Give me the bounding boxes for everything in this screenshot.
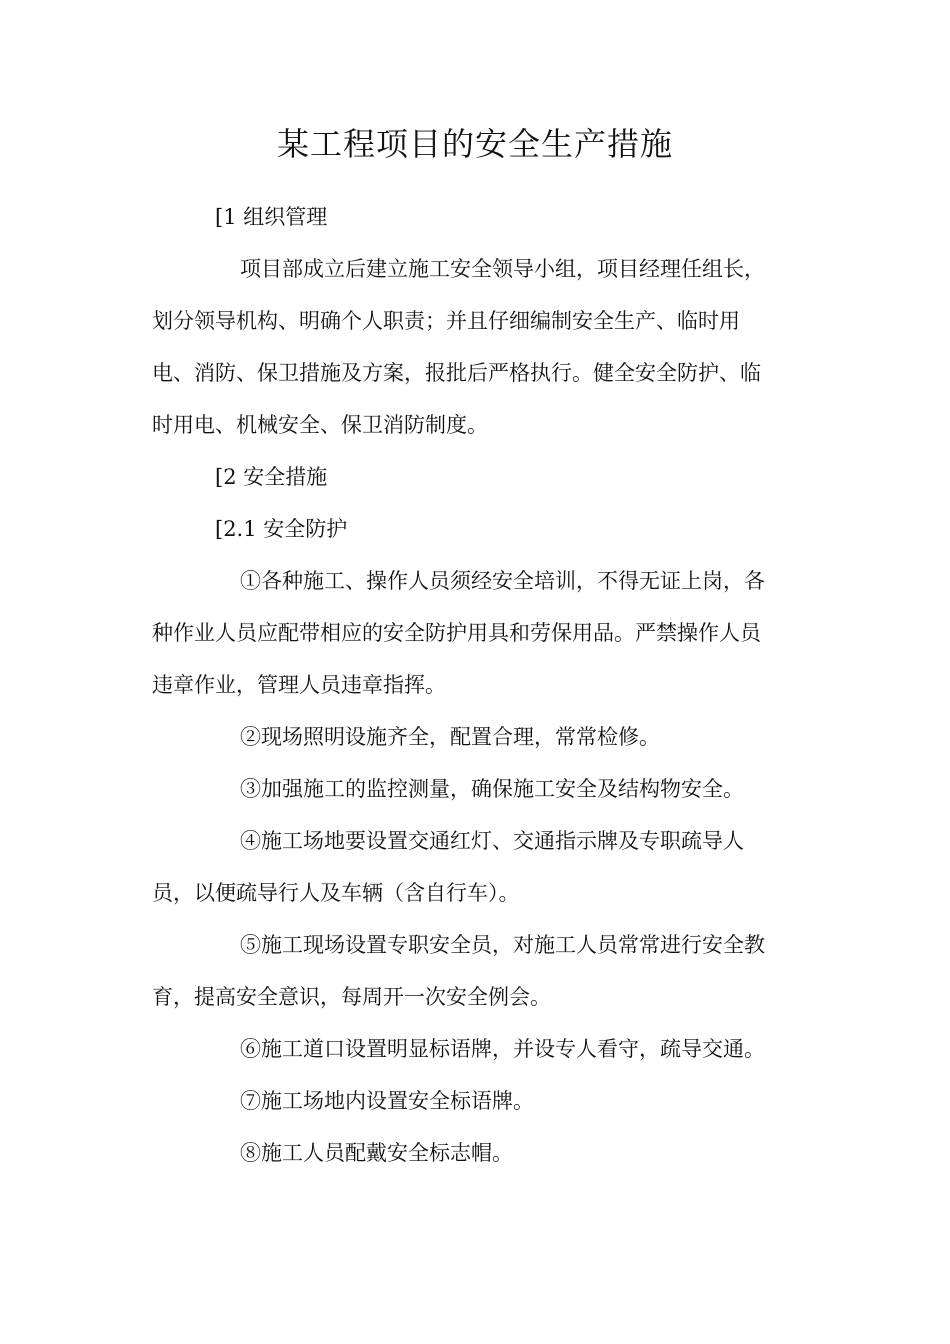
- paragraph-line: 电、消防、保卫措施及方案，报批后严格执行。健全安全防护、临: [152, 361, 761, 385]
- paragraph-line: 种作业人员应配带相应的安全防护用具和劳保用品。严禁操作人员: [152, 621, 761, 645]
- paragraph-line: ⑦施工场地内设置安全标语牌。: [240, 1089, 534, 1113]
- section-1-paragraph: [152, 243, 802, 451]
- paragraph-line: 员，以便疏导行人及车辆（含自行车）。: [152, 881, 520, 905]
- paragraph-line: ②现场照明设施齐全，配置合理，常常检修。: [240, 725, 660, 749]
- section-heading-2-1: [2.1 安全防护: [215, 517, 348, 541]
- list-item-8: [152, 1127, 802, 1179]
- paragraph-line: ③加强施工的监控测量，确保施工安全及结构物安全。: [240, 777, 744, 801]
- paragraph-line: ⑤施工现场设置专职安全员，对施工人员常常进行安全教: [240, 933, 765, 957]
- paragraph-line: 违章作业，管理人员违章指挥。: [152, 673, 446, 697]
- paragraph-line: 时用电、机械安全、保卫消防制度。: [152, 413, 488, 437]
- list-item-7: [152, 1075, 802, 1127]
- paragraph-line: ⑥施工道口设置明显标语牌，并设专人看守，疏导交通。: [240, 1037, 765, 1061]
- paragraph-line: 育，提高安全意识，每周开一次安全例会。: [152, 985, 551, 1009]
- list-item-5: [152, 919, 802, 1023]
- paragraph-line: ①各种施工、操作人员须经安全培训，不得无证上岗，各: [240, 569, 765, 593]
- section-heading-1: [1 组织管理: [215, 205, 328, 229]
- paragraph-line: ④施工场地要设置交通红灯、交通指示牌及专职疏导人: [240, 829, 744, 853]
- document-body: [152, 191, 802, 1179]
- paragraph-line: 划分领导机构、明确个人职责；并且仔细编制安全生产、临时用: [152, 309, 740, 333]
- list-item-3: [152, 763, 802, 815]
- list-item-4: [152, 815, 802, 919]
- list-item-1: [152, 555, 802, 711]
- list-item-6: [152, 1023, 802, 1075]
- section-heading-2: [2 安全措施: [215, 465, 328, 489]
- paragraph-line: ⑧施工人员配戴安全标志帽。: [240, 1141, 513, 1165]
- paragraph-line: 项目部成立后建立施工安全领导小组，项目经理任组长，: [240, 257, 765, 281]
- document-title: 某工程项目的安全生产措施: [276, 125, 673, 163]
- list-item-2: [152, 711, 802, 763]
